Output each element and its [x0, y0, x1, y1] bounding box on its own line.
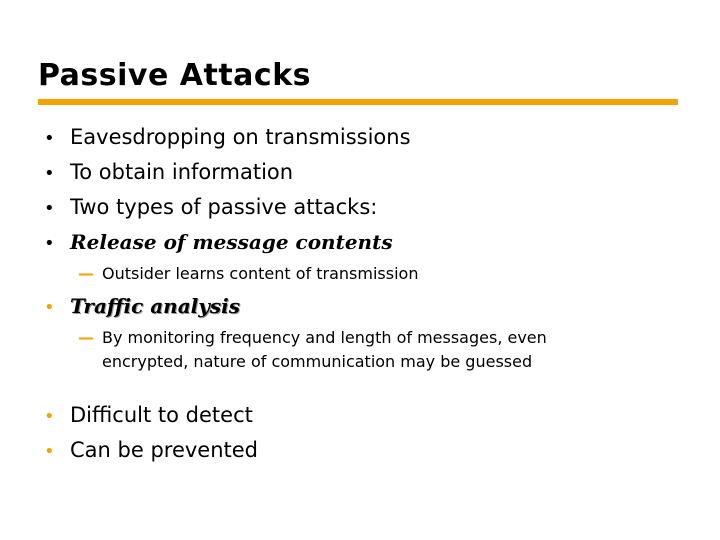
bullet-text: Can be prevented: [70, 438, 259, 462]
sub-bullet-item: [78, 262, 418, 286]
bullet-dot-icon: •: [44, 198, 55, 219]
bullet-dot-icon: •: [44, 128, 55, 149]
bullet-dot-icon: •: [44, 441, 55, 462]
dash-icon: —: [78, 264, 94, 283]
bullet-text: To obtain information: [70, 160, 294, 184]
bullet-item: [44, 230, 393, 254]
title-underline: [38, 99, 678, 105]
bullet-item: [44, 195, 377, 219]
bullet-text: Difficult to detect: [70, 403, 253, 427]
bullet-dot-icon: •: [44, 233, 55, 254]
sub-bullet-line: By monitoring frequency and length of messages, even: [102, 328, 547, 347]
bullet-text: Traffic analysis: [70, 294, 240, 318]
bullet-item: [44, 160, 293, 184]
bullet-text: Release of message contents: [70, 230, 393, 254]
slide-title: Passive Attacks: [38, 58, 312, 93]
bullet-dot-icon: •: [44, 297, 55, 318]
bullet-item: [44, 438, 258, 462]
bullet-dot-icon: •: [44, 406, 55, 427]
dash-icon: —: [78, 328, 94, 347]
sub-bullet-item: [78, 326, 547, 374]
bullet-dot-icon: •: [44, 163, 55, 184]
sub-bullet-text: [102, 326, 547, 374]
bullet-item: [44, 294, 240, 318]
bullet-item: [44, 125, 411, 149]
bullet-item: [44, 403, 253, 427]
sub-bullet-text: Outsider learns content of transmission: [102, 264, 419, 283]
bullet-text: Eavesdropping on transmissions: [70, 125, 411, 149]
sub-bullet-line: encrypted, nature of communication may be guessed: [102, 352, 533, 371]
bullet-text: Two types of passive attacks:: [70, 195, 378, 219]
